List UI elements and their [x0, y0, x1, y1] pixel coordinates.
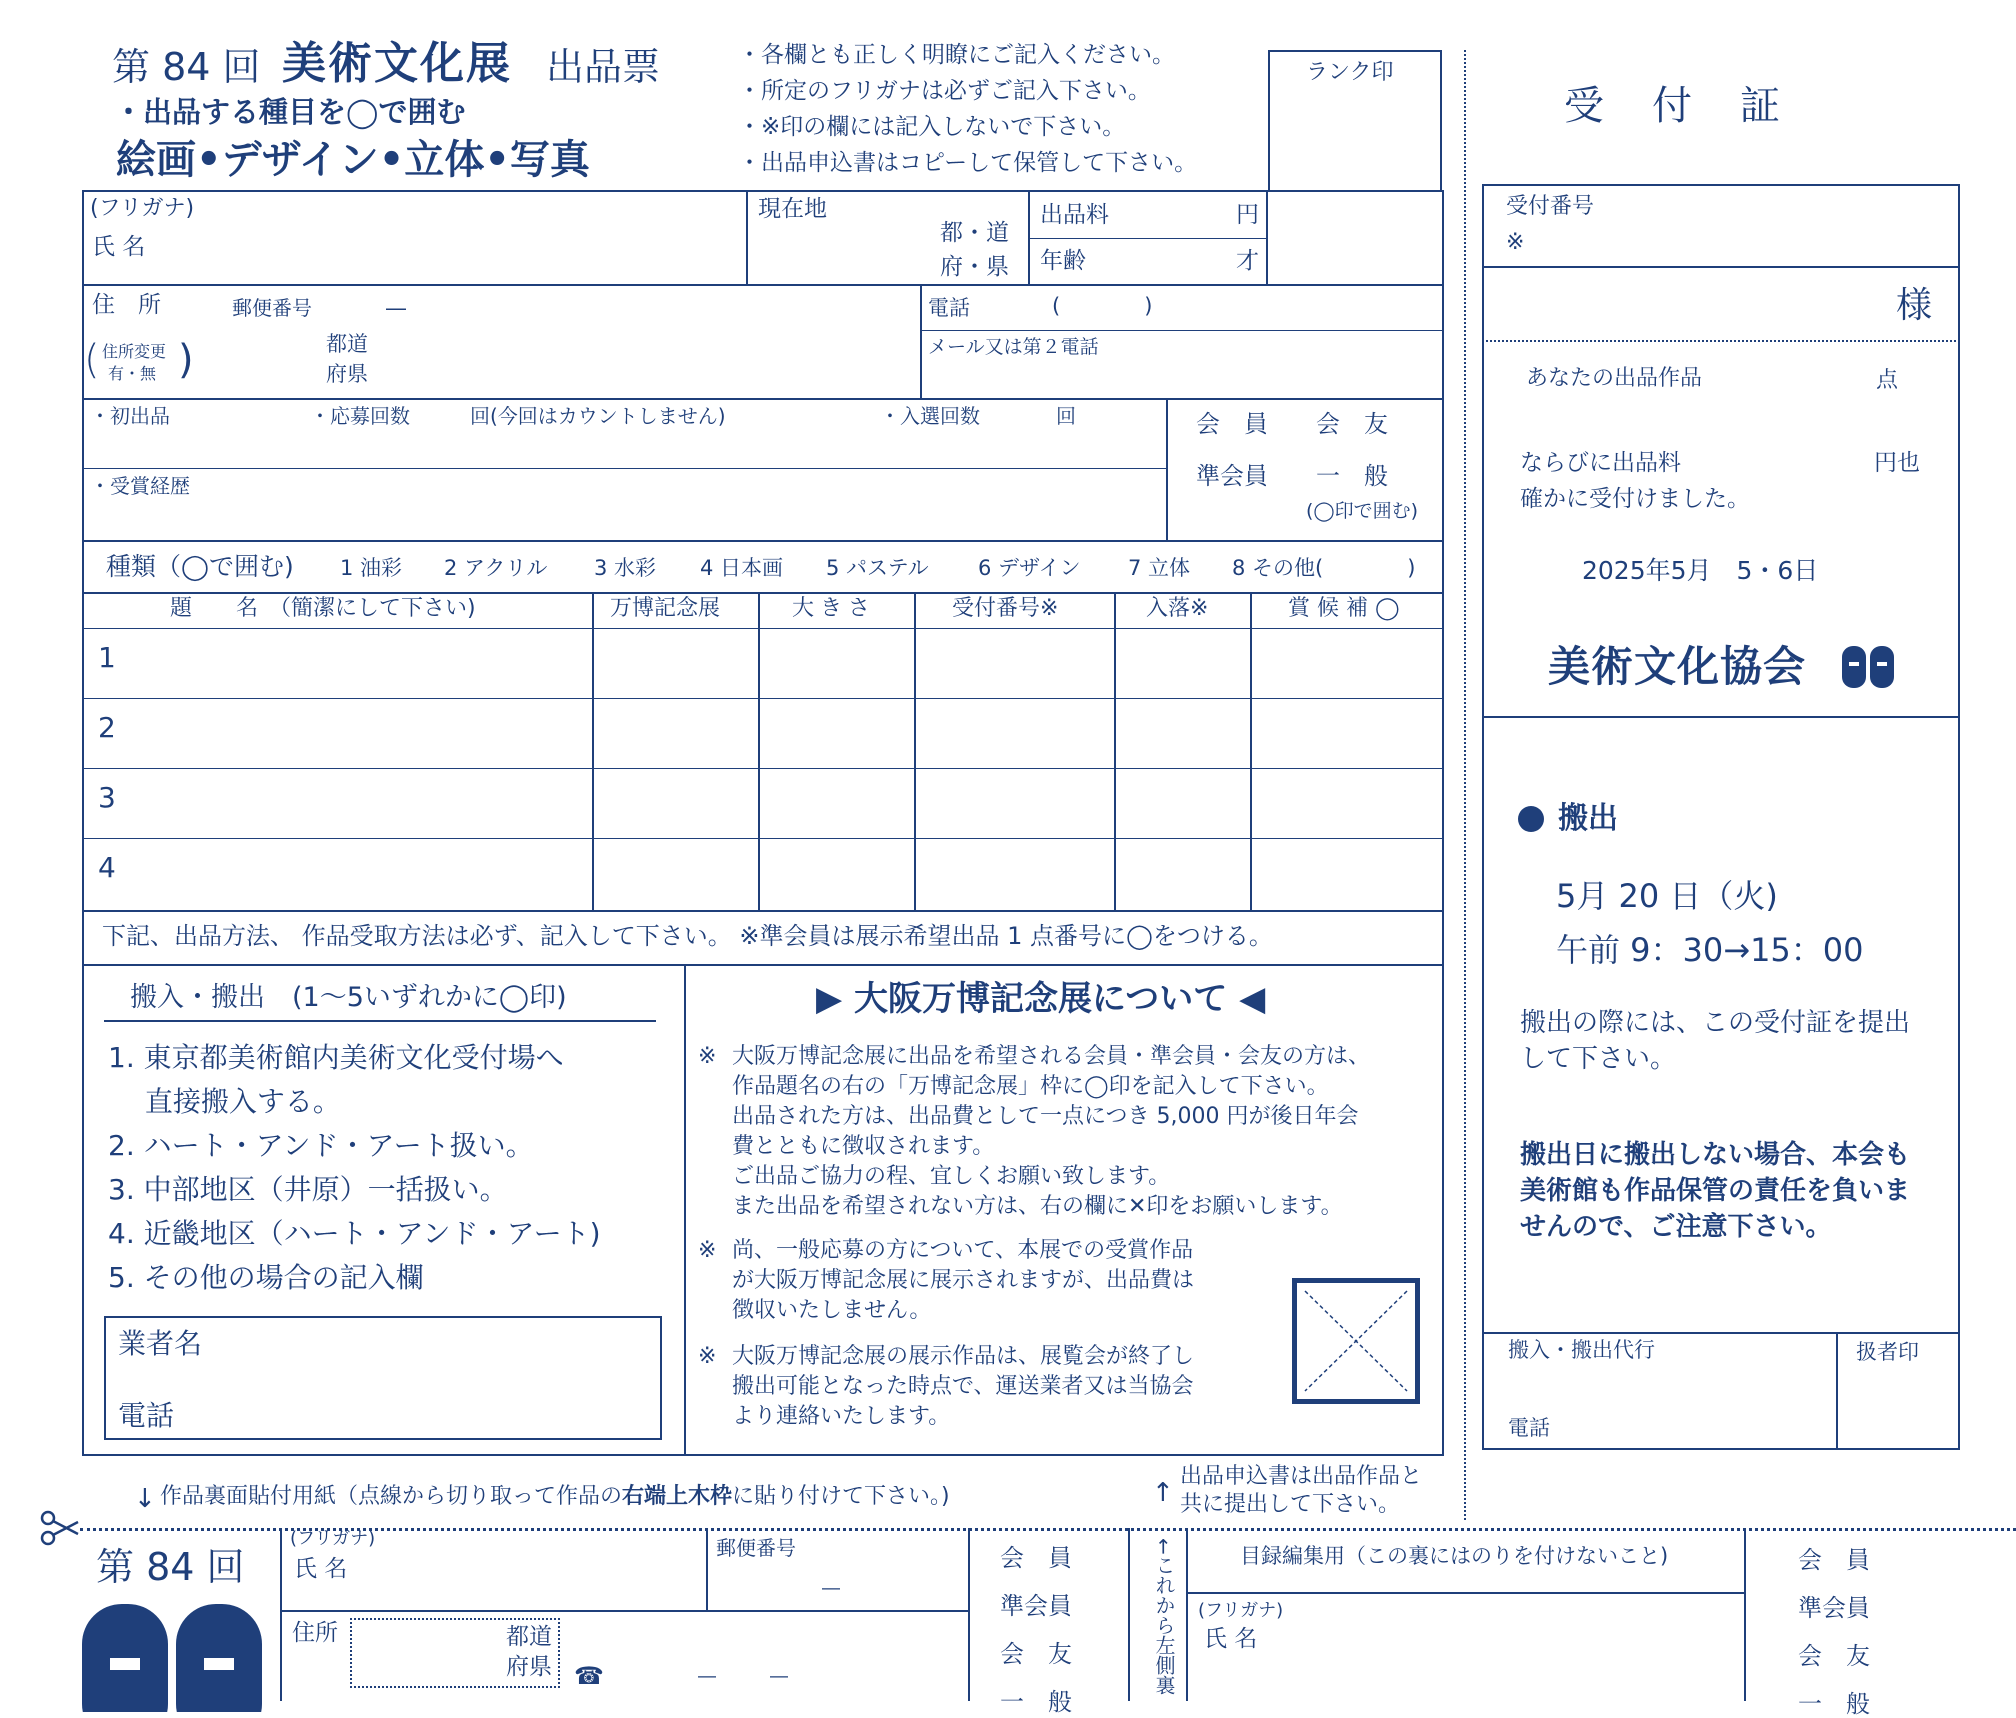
rank-stamp-label: ランク印: [1306, 60, 1394, 85]
org-name: 美術文化協会: [1548, 642, 1807, 691]
note-mark: ※: [698, 1238, 717, 1263]
vertical-cut-line: [1464, 50, 1466, 1520]
company-phone-input[interactable]: [230, 1396, 654, 1438]
footer-member-option[interactable]: 会 友: [1000, 1640, 1072, 1668]
address-label: 住 所: [92, 292, 161, 318]
footer-phone-dashes: ― ―: [698, 1666, 788, 1687]
warning-line-2: 美術館も作品保管の責任を負いま: [1520, 1176, 1911, 1206]
fee-unit: 円: [1236, 202, 1259, 228]
cross-mark-icon: [1297, 1283, 1415, 1399]
member-options-1[interactable]: 会 員 会 友: [1196, 410, 1388, 438]
table-row: 4: [98, 851, 116, 884]
kind-option[interactable]: 4 日本画: [700, 556, 784, 580]
footer-postal-dash: ―: [822, 1578, 840, 1599]
footer-furigana-2: (フリガナ): [1198, 1600, 1284, 1621]
catalog-note: 目録編集用（この裏にはのりを付けないこと): [1240, 1544, 1669, 1568]
title-input-4[interactable]: [130, 850, 584, 896]
note-3: ・※印の欄には記入しないで下さい。: [738, 114, 1126, 140]
works-count-unit: 点: [1876, 368, 1899, 393]
kind-option[interactable]: 6 デザイン: [978, 556, 1081, 580]
receipt-title: 受 付 証: [1564, 83, 1784, 129]
close-paren: ): [178, 337, 194, 383]
delivery-option-1b: 直接搬入する。: [108, 1085, 341, 1118]
current-location-label: 現在地: [758, 196, 827, 222]
note-4: ・出品申込書はコピーして保管して下さい。: [738, 150, 1198, 176]
up-arrow-icon: ↑: [1152, 1478, 1174, 1508]
accepted-count-label: ・入選回数: [880, 404, 980, 428]
expo-line: また出品を希望されない方は、右の欄に✕印をお願いします。: [732, 1194, 1343, 1219]
pickup-title: 搬出: [1558, 801, 1618, 836]
agent-label: 搬入・搬出代行: [1508, 1338, 1655, 1362]
age-label: 年齢: [1040, 248, 1086, 274]
footer-member-option-2[interactable]: 会 員: [1798, 1546, 1870, 1574]
form-title: 出品票: [546, 45, 661, 89]
kind-option[interactable]: 7 立体: [1128, 556, 1191, 580]
scissors-icon: [40, 1510, 80, 1546]
table-row: 3: [98, 781, 116, 814]
furigana-label: (フリガナ): [90, 196, 195, 221]
receipt-number-mark: ※: [1506, 230, 1525, 255]
footer-member-option[interactable]: 準会員: [1000, 1592, 1072, 1620]
phone-label: 電話: [928, 296, 970, 320]
awards-label: ・受賞経歴: [90, 474, 190, 498]
application-count-note: 回(今回はカウントしません): [470, 404, 726, 428]
note-2: ・所定のフリガナは必ずご記入下さい。: [738, 78, 1151, 104]
vertical-side-note: ←これから左側裏: [1152, 1538, 1176, 1695]
submit-note-1: 出品申込書は出品作品と: [1180, 1464, 1423, 1489]
expo-line: 大阪万博記念展の展示作品は、展覧会が終了し: [732, 1344, 1195, 1369]
note-mark: ※: [698, 1044, 717, 1069]
fee-line-unit: 円也: [1874, 450, 1920, 476]
down-arrow-icon: ↓: [134, 1484, 156, 1514]
fee-line-label: ならびに出品料: [1520, 450, 1681, 476]
warning-line-3: せんので、ご注意下さい。: [1520, 1212, 1832, 1242]
confirm-text: 確かに受付けました。: [1520, 486, 1750, 512]
expo-line: 尚、一般応募の方について、本展での受賞作品: [732, 1238, 1194, 1263]
paste-note-pre: 作品裏面貼付用紙（点線から切り取って作品の: [160, 1484, 623, 1509]
footer-member-option[interactable]: 会 員: [1000, 1544, 1072, 1572]
col-award-candidate: 賞 候 補 ◯: [1288, 596, 1400, 621]
expo-line: ご出品ご協力の程、宜しくお願い致します。: [732, 1164, 1171, 1189]
instruction-text: 下記、出品方法、 作品受取方法は必ず、記入して下さい。 ※準会員は展示希望出品 1 点番号に◯をつける。: [102, 922, 1273, 950]
postal-label: 郵便番号: [232, 296, 312, 320]
handler-stamp-label: 扱者印: [1856, 1340, 1919, 1364]
col-size: 大きさ: [792, 596, 877, 621]
pickup-date: 5月 20 日（火): [1556, 877, 1778, 915]
works-count-label: あなたの出品作品: [1526, 366, 1703, 391]
title-input-3[interactable]: [130, 780, 584, 826]
delivery-option-5[interactable]: 5. その他の場合の記入欄: [108, 1261, 424, 1294]
fu-ken-label: 府・県: [940, 254, 1009, 280]
title-input-2[interactable]: [130, 710, 584, 756]
kind-option[interactable]: 3 水彩: [594, 556, 657, 580]
submit-note-2: 共に提出して下さい。: [1180, 1492, 1401, 1517]
footer-fu-ken: 府県: [506, 1654, 552, 1680]
telephone-icon: ☎: [574, 1662, 604, 1690]
receipt-dotted-divider: [1482, 340, 1960, 342]
society-logo-icon: [80, 1602, 264, 1712]
footer-member-option[interactable]: 一 般: [1000, 1688, 1072, 1716]
kind-option[interactable]: 8 その他( ): [1232, 556, 1416, 580]
col-result: 入落※: [1146, 596, 1209, 621]
agent-phone-label: 電話: [1508, 1416, 1550, 1440]
accepted-count-unit: 回: [1056, 404, 1076, 428]
receipt-number-label: 受付番号: [1506, 194, 1595, 219]
footer-member-option-2[interactable]: 会 友: [1798, 1642, 1870, 1670]
kind-option[interactable]: 2 アクリル: [444, 556, 548, 580]
member-note: (◯印で囲む): [1306, 500, 1419, 522]
expo-line: より連絡いたします。: [732, 1404, 951, 1429]
postal-dash: ―: [386, 296, 406, 320]
category-list[interactable]: 絵画•デザイン•立体•写真: [116, 137, 590, 183]
paste-note: [160, 1486, 950, 1508]
expo-line: 徴収いたしません。: [732, 1298, 932, 1323]
footer-postal-label: 郵便番号: [716, 1536, 796, 1560]
delivery-option-3[interactable]: 3. 中部地区（井原）一括扱い。: [108, 1173, 508, 1206]
footer-dou-dou: 都道: [506, 1624, 552, 1650]
kind-option[interactable]: 5 パステル: [826, 556, 929, 580]
open-paren: (: [84, 337, 100, 383]
edition-label: 第 84 回: [112, 45, 261, 89]
decline-checkbox[interactable]: [1292, 1278, 1420, 1404]
expo-line: が大阪万博記念展に展示されますが、出品費は: [732, 1268, 1195, 1293]
note-1: ・各欄とも正しく明瞭にご記入ください。: [738, 42, 1175, 68]
mail-label: メール又は第２電話: [928, 336, 1099, 358]
to-dou-label: 都・道: [940, 220, 1009, 246]
expo-line: 搬出可能となった時点で、運送業者又は当協会: [732, 1374, 1194, 1399]
expo-line: 出品された方は、出品費として一点につき 5,000 円が後日年会: [732, 1104, 1359, 1129]
address-input[interactable]: [400, 340, 904, 382]
expo-line: 費とともに徴収されます。: [732, 1134, 995, 1159]
address-change-label: 住所変更: [102, 342, 167, 361]
first-entry-label: ・初出品: [90, 404, 170, 428]
delivery-option-4[interactable]: 4. 近畿地区（ハート・アンド・アート): [108, 1217, 601, 1250]
warning-line-1: 搬出日に搬出しない場合、本会も: [1520, 1140, 1911, 1170]
note-mark: ※: [698, 1344, 717, 1369]
dou-dou-label: 都道: [326, 332, 368, 356]
footer-name-label-2: 氏 名: [1204, 1626, 1258, 1652]
choose-category-label: ・出品する種目を◯で囲む: [114, 95, 466, 129]
expo-title: ▶ 大阪万博記念展について ◀: [816, 979, 1266, 1019]
footer-member-option-2[interactable]: 一 般: [1798, 1690, 1870, 1718]
title-input-1[interactable]: [130, 640, 584, 686]
sama-label: 様: [1896, 285, 1933, 326]
fu-ken-label-2: 府県: [326, 362, 368, 386]
bullet-icon: [1518, 806, 1544, 832]
table-row: 2: [98, 711, 116, 744]
company-input[interactable]: [230, 1326, 654, 1368]
footer-furigana: (フリガナ): [290, 1528, 376, 1549]
expo-line: 作品題名の右の「万博記念展」枠に◯印を記入して下さい。: [732, 1074, 1329, 1099]
footer-address-label: 住所: [292, 1620, 338, 1646]
brand-title: 美術文化展: [282, 38, 512, 89]
footer-edition: 第 84 回: [96, 1545, 245, 1589]
col-title: 題 名 （簡潔にして下さい): [170, 596, 476, 621]
delivery-title: 搬入・搬出 (1〜5いずれかに◯印): [130, 982, 567, 1013]
delivery-option-2[interactable]: 2. ハート・アンド・アート扱い。: [108, 1129, 534, 1162]
kind-label: 種類（◯で囲む): [106, 552, 294, 581]
name-input[interactable]: [200, 226, 724, 268]
table-row: 1: [98, 641, 116, 674]
kind-option[interactable]: 1 油彩: [340, 556, 403, 580]
expo-line: 大阪万博記念展に出品を希望される会員・準会員・会友の方は、: [732, 1044, 1371, 1069]
pickup-note-2: して下さい。: [1520, 1044, 1677, 1074]
col-expo: 万博記念展: [610, 596, 721, 621]
footer-member-option-2[interactable]: 準会員: [1798, 1594, 1870, 1622]
footer-name-label: 氏 名: [294, 1556, 348, 1582]
name-label: 氏 名: [92, 234, 146, 260]
member-options-2[interactable]: 準会員 一 般: [1196, 462, 1388, 490]
col-receipt-number: 受付番号※: [952, 596, 1059, 621]
receipt-date: 2025年5月 5・6日: [1582, 556, 1819, 585]
pickup-time: 午前 9：30→15：00: [1556, 931, 1864, 969]
delivery-option-1[interactable]: 1. 東京都美術館内美術文化受付場へ: [108, 1041, 564, 1074]
age-unit: 才: [1236, 248, 1259, 274]
company-phone-label: 電話: [118, 1399, 175, 1432]
fee-label: 出品料: [1040, 202, 1109, 228]
company-label: 業者名: [118, 1327, 203, 1360]
pickup-note-1: 搬出の際には、この受付証を提出: [1520, 1008, 1911, 1038]
paste-note-post: に貼り付けて下さい。): [732, 1484, 950, 1509]
address-change-options[interactable]: 有・無: [108, 364, 157, 383]
paste-note-bold: 右端上木枠: [622, 1484, 733, 1509]
application-count-label: ・応募回数: [310, 404, 410, 428]
org-logo-icon: [1840, 644, 1896, 690]
phone-parens[interactable]: ( ): [1052, 294, 1153, 318]
